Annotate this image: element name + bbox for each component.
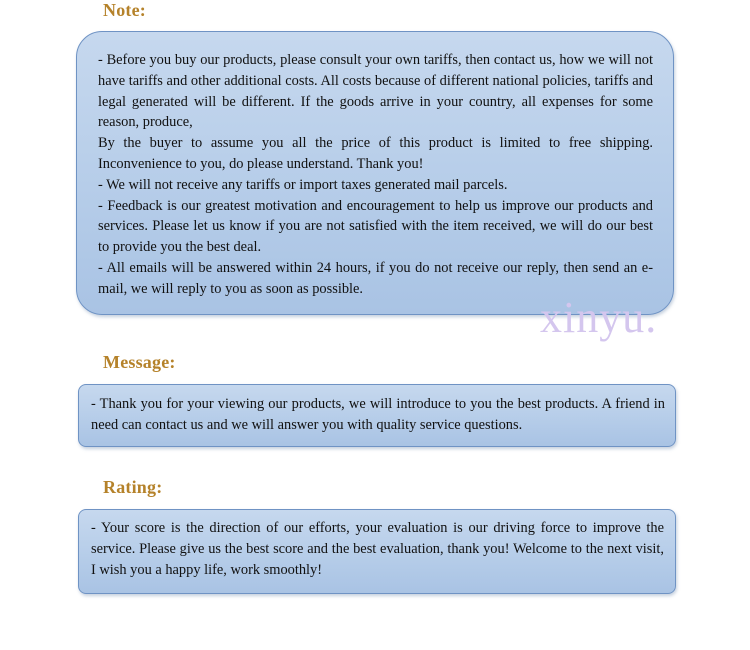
note-heading: Note: bbox=[103, 0, 146, 20]
note-line: - Before you buy our products, please consult your own tariffs, then contact us, how we will not have tariffs and other additional costs. All costs because of different national policies, tariffs and legal generated will be different. If the goods arrive in your country, all expenses for some reason, produce, bbox=[98, 52, 653, 131]
note-line: - All emails will be answered within 24 hours, if you do not receive our reply, then send an e-mail, we will reply to you as soon as possible. bbox=[98, 259, 653, 297]
message-text: - Thank you for your viewing our products, we will introduce to you the best products. A friend in need can contact us and we will answer you with quality service questions. bbox=[91, 396, 665, 433]
note-line: - Feedback is our greatest motivation and encouragement to help us improve our products and services. Please let us know if you are not satisfied with the item received, we will do our best to provide you the best deal. bbox=[98, 197, 653, 256]
rating-text: - Your score is the direction of our efforts, your evaluation is our driving force to improve the service. Please give us the best score and the best evaluation, thank you! Welcome to the next visit, I wish you a happy life, work smoothly! bbox=[91, 520, 664, 578]
rating-heading: Rating: bbox=[103, 477, 163, 497]
note-line: By the buyer to assume you all the price of this product is limited to free shipping. Inconvenience to you, do please understand. Thank you! bbox=[98, 135, 653, 172]
message-heading: Message: bbox=[103, 352, 176, 372]
note-line: - We will not receive any tariffs or import taxes generated mail parcels. bbox=[98, 176, 508, 193]
message-box bbox=[78, 384, 676, 447]
note-box bbox=[76, 31, 674, 315]
rating-box bbox=[78, 509, 676, 594]
watermark: xinyu. bbox=[540, 293, 658, 342]
